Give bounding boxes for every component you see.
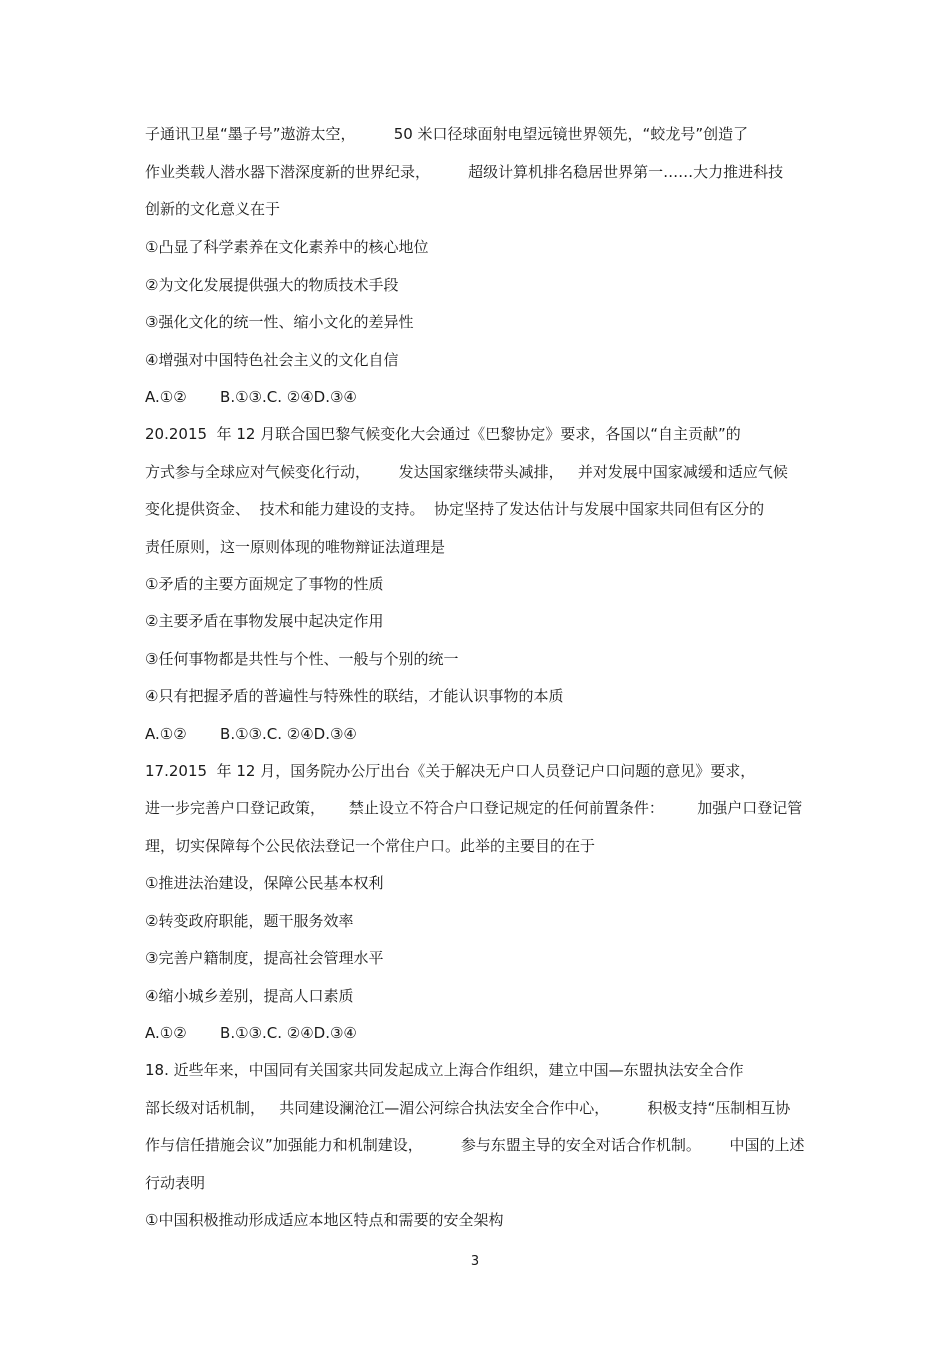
text-line: 创新的文化意义在于 <box>145 200 281 218</box>
page-number: 3 <box>470 1254 480 1269</box>
question-20: 20.2015 年 12 月联合国巴黎气候变化大会通过《巴黎协定》要求，各国以“自主贡献”的 <box>145 425 741 443</box>
text-line: 子通讯卫星“墨子号”遨游太空， 50 米口径球面射电望远镜世界领先，“蛟龙号”创造了 <box>145 125 749 143</box>
text-line: 作业类载人潜水器下潜深度新的世界纪录， 超级计算机排名稳居世界第一……大力推进科技 <box>145 163 784 181</box>
text-line: 作与信任措施会议”加强能力和机制建设， 参与东盟主导的安全对话合作机制。 中国的上述 <box>145 1136 805 1154</box>
text-line: 理，切实保障每个公民依法登记一个常住户口。此举的主要目的在于 <box>145 837 596 855</box>
option-line: ③强化文化的统一性、缩小文化的差异性 <box>145 313 414 331</box>
option-line: ①中国积极推动形成适应本地区特点和需要的安全架构 <box>145 1211 504 1229</box>
option-line: ②转变政府职能，题干服务效率 <box>145 912 354 930</box>
option-line: ④只有把握矛盾的普遍性与特殊性的联结，才能认识事物的本质 <box>145 687 564 705</box>
option-line: ①矛盾的主要方面规定了事物的性质 <box>145 575 384 593</box>
answer-choices: A.①② B.①③.C. ②④D.③④ <box>145 388 357 406</box>
answer-choices: A.①② B.①③.C. ②④D.③④ <box>145 725 357 743</box>
option-line: ③任何事物都是共性与个性、一般与个别的统一 <box>145 650 459 668</box>
answer-choices: A.①② B.①③.C. ②④D.③④ <box>145 1024 357 1042</box>
option-line: ④增强对中国特色社会主义的文化自信 <box>145 351 399 369</box>
option-line: ②为文化发展提供强大的物质技术手段 <box>145 276 399 294</box>
option-line: ①推进法治建设，保障公民基本权利 <box>145 874 384 892</box>
text-line: 进一步完善户口登记政策， 禁止设立不符合户口登记规定的任何前置条件： 加强户口登记管 <box>145 799 803 817</box>
option-line: ①凸显了科学素养在文化素养中的核心地位 <box>145 238 429 256</box>
text-line: 方式参与全球应对气候变化行动， 发达国家继续带头减排， 并对发展中国家减缓和适应气候 <box>145 463 788 481</box>
option-line: ②主要矛盾在事物发展中起决定作用 <box>145 612 384 630</box>
option-line: ③完善户籍制度，提高社会管理水平 <box>145 949 384 967</box>
option-line: ④缩小城乡差别，提高人口素质 <box>145 987 354 1005</box>
text-line: 变化提供资金、 技术和能力建设的支持。 协定坚持了发达估计与发展中国家共同但有区分的 <box>145 500 765 518</box>
text-line: 责任原则，这一原则体现的唯物辩证法道理是 <box>145 538 446 556</box>
text-line: 部长级对话机制， 共同建设澜沧江—湄公河综合执法安全合作中心， 积极支持“压制相互协 <box>145 1099 791 1117</box>
text-line: 行动表明 <box>145 1174 206 1192</box>
question-17: 17.2015 年 12 月，国务院办公厅出台《关于解决无户口人员登记户口问题的意见》要求， <box>145 762 756 780</box>
question-18: 18. 近些年来，中国同有关国家共同发起成立上海合作组织，建立中国—东盟执法安全合作 <box>145 1061 744 1079</box>
